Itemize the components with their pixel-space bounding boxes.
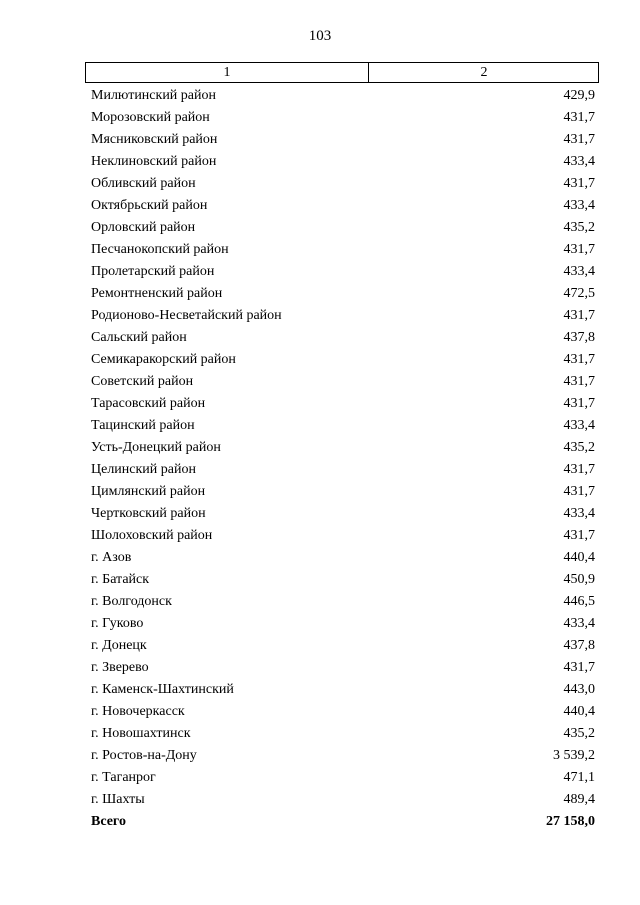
territory-name: Ремонтненский район: [91, 286, 223, 301]
amount-value: 443,0: [563, 682, 595, 697]
table-row: [91, 217, 595, 239]
territory-name: Цимлянский район: [91, 484, 206, 499]
territory-name: г. Таганрог: [91, 770, 156, 785]
amount-value: 440,4: [563, 704, 595, 719]
table-row: [91, 129, 595, 151]
table-row: [91, 173, 595, 195]
territory-name: г. Гуково: [91, 616, 144, 631]
table-row: [91, 569, 595, 591]
amount-value: 435,2: [563, 440, 595, 455]
table-row: [91, 525, 595, 547]
amount-value: 437,8: [563, 330, 595, 345]
table-row: [91, 503, 595, 525]
table-row: [91, 547, 595, 569]
territory-name: Мясниковский район: [91, 132, 218, 147]
territory-name: Сальский район: [91, 330, 187, 345]
table-row: [91, 745, 595, 767]
amount-value: 433,4: [563, 418, 595, 433]
amount-value: 433,4: [563, 154, 595, 169]
amount-value: 433,4: [563, 616, 595, 631]
table-row: [91, 679, 595, 701]
table-row: [91, 767, 595, 789]
column-header-1: 1: [86, 63, 369, 82]
amount-value: 431,7: [563, 374, 595, 389]
table-row: [91, 613, 595, 635]
territory-name: Милютинский район: [91, 88, 217, 103]
amount-value: 437,8: [563, 638, 595, 653]
table-row: [91, 591, 595, 613]
amount-value: 433,4: [563, 264, 595, 279]
amount-value: 431,7: [563, 528, 595, 543]
amount-value: 431,7: [563, 110, 595, 125]
amount-value: 431,7: [563, 242, 595, 257]
table-row: [91, 723, 595, 745]
table-row: [91, 239, 595, 261]
territory-name: Родионово-Несветайский район: [91, 308, 282, 323]
amount-value: 489,4: [563, 792, 595, 807]
table-row: [91, 789, 595, 811]
territory-name: г. Шахты: [91, 792, 145, 807]
territory-name: г. Донецк: [91, 638, 147, 653]
page-number: 103: [308, 28, 332, 44]
amount-value: 471,1: [563, 770, 595, 785]
amount-value: 431,7: [563, 462, 595, 477]
territory-name: Семикаракорский район: [91, 352, 236, 367]
amount-value: 431,7: [563, 660, 595, 675]
amount-value: 433,4: [563, 198, 595, 213]
amount-value: 3 539,2: [553, 748, 595, 763]
table-row: [91, 481, 595, 503]
territory-name: г. Ростов-на-Дону: [91, 748, 197, 763]
territory-name: Тарасовский район: [91, 396, 206, 411]
amount-value: 431,7: [563, 176, 595, 191]
table-row: [91, 635, 595, 657]
territory-name: г. Новочеркасск: [91, 704, 185, 719]
table-row: [91, 371, 595, 393]
territory-name: г. Новошахтинск: [91, 726, 191, 741]
table-row: [91, 85, 595, 107]
amount-value: 429,9: [563, 88, 595, 103]
table-row: [91, 459, 595, 481]
table-header: [85, 62, 599, 83]
territory-name: Чертковский район: [91, 506, 206, 521]
table-row: [91, 349, 595, 371]
amount-value: 446,5: [563, 594, 595, 609]
amount-value: 472,5: [563, 286, 595, 301]
table-row: [91, 151, 595, 173]
territory-name: Тацинский район: [91, 418, 195, 433]
table-row: [91, 657, 595, 679]
table-row: [91, 437, 595, 459]
amount-value: 433,4: [563, 506, 595, 521]
table-row: [91, 195, 595, 217]
table-row: [91, 107, 595, 129]
territory-name: г. Волгодонск: [91, 594, 172, 609]
territory-name: Усть-Донецкий район: [91, 440, 221, 455]
territory-name: Советский район: [91, 374, 194, 389]
table-row: [91, 261, 595, 283]
table-row: [91, 305, 595, 327]
amount-value: 435,2: [563, 726, 595, 741]
table-row: [91, 327, 595, 349]
amount-value: 431,7: [563, 352, 595, 367]
table-row: [91, 393, 595, 415]
amount-value: 431,7: [563, 308, 595, 323]
amount-value: 431,7: [563, 484, 595, 499]
amount-value: 431,7: [563, 132, 595, 147]
territory-name: Песчанокопский район: [91, 242, 229, 257]
territory-name: Морозовский район: [91, 110, 210, 125]
territory-name: г. Каменск-Шахтинский: [91, 682, 234, 697]
territory-name: г. Зверево: [91, 660, 149, 675]
territory-name: Шолоховский район: [91, 528, 213, 543]
amount-value: 440,4: [563, 550, 595, 565]
amount-value: 435,2: [563, 220, 595, 235]
column-header-2: 2: [480, 64, 488, 80]
total-label: Всего: [91, 814, 126, 829]
table-row: [91, 701, 595, 723]
territory-name: Орловский район: [91, 220, 196, 235]
territory-name: Целинский район: [91, 462, 196, 477]
amount-value: 431,7: [563, 396, 595, 411]
territory-name: г. Батайск: [91, 572, 150, 587]
territory-name: Октябрьский район: [91, 198, 208, 213]
territory-name: Неклиновский район: [91, 154, 217, 169]
territory-name: Пролетарский район: [91, 264, 215, 279]
table-row: [91, 415, 595, 437]
table-body: [91, 85, 595, 833]
amount-value: 450,9: [563, 572, 595, 587]
territory-name: Обливский район: [91, 176, 196, 191]
total-row: [91, 811, 595, 833]
territory-name: г. Азов: [91, 550, 132, 565]
table-row: [91, 283, 595, 305]
total-value: 27 158,0: [546, 814, 595, 829]
